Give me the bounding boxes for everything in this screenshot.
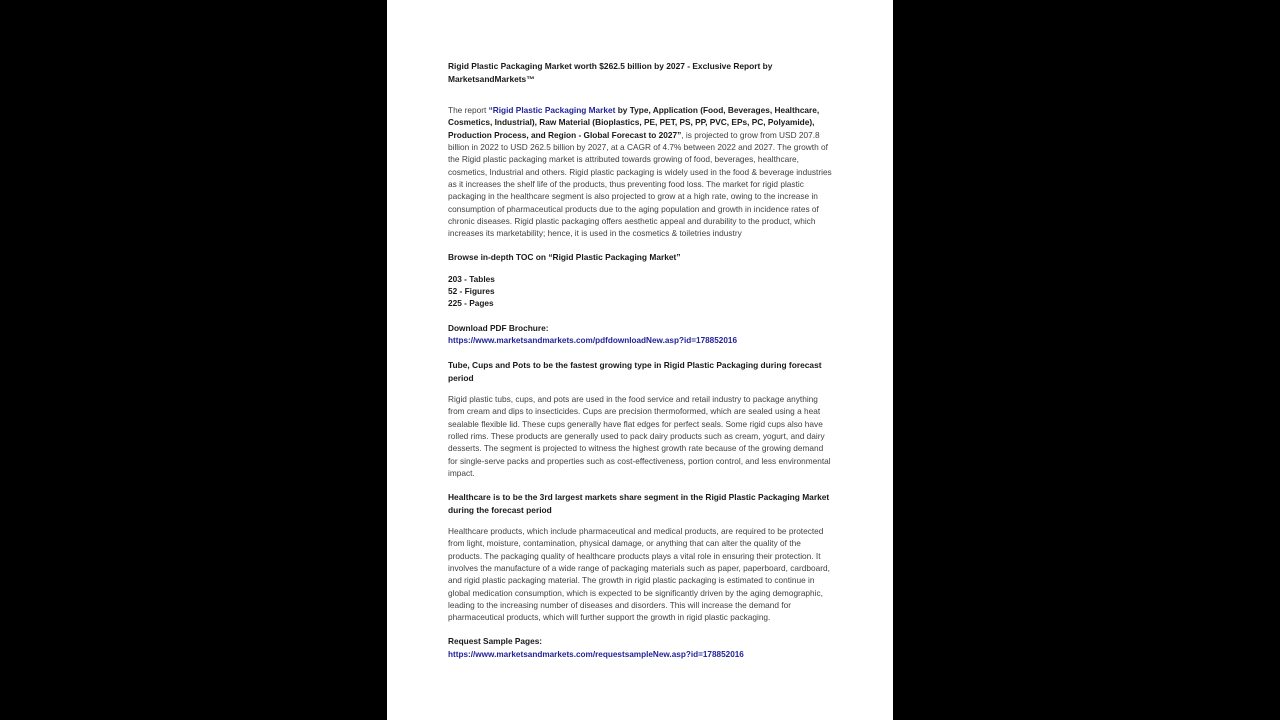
spacer xyxy=(448,264,834,273)
document-page xyxy=(387,0,893,720)
browse-toc-heading: Browse in-depth TOC on “Rigid Plastic Packaging Market” xyxy=(448,252,681,263)
spacer xyxy=(448,239,834,251)
intro-lead-prefix: The report xyxy=(448,105,489,116)
download-brochure-label: Download PDF Brochure: xyxy=(448,322,549,333)
spacer xyxy=(448,479,834,491)
download-brochure-url-row xyxy=(448,334,834,347)
request-sample-label: Request Sample Pages: xyxy=(448,636,543,647)
download-brochure-link[interactable]: https://www.marketsandmarkets.com/pdfdownloadNew.asp?id=178852016 xyxy=(448,336,738,346)
intro-bold-continuation: by Type, Application (Food, Beverages, Healthcare, Cosmetics, Industrial), Raw Material (Bioplastics, PE, PET, PS, PP, PVC, EPs, PC, Polyamide), Production Process, and Region - Global Forecast to 2027” xyxy=(448,105,820,140)
rigid-plastic-packaging-market-link[interactable]: “Rigid Plastic Packaging Market xyxy=(488,105,616,116)
stat-pages: 225 - Pages xyxy=(448,298,494,309)
page-title-line-2: MarketsandMarkets™ xyxy=(448,73,535,84)
request-sample-link[interactable]: https://www.marketsandmarkets.com/requestsampleNew.asp?id=178852016 xyxy=(448,649,744,659)
spacer xyxy=(448,384,834,393)
tube-cups-pots-paragraph: Rigid plastic tubs, cups, and pots are used in the food service and retail industry to package anything from cream and dips to insecticides. Cups are precision thermoformed, which are sealed using a heat sealable flexible lid. These cups generally have flat edges for perfect seals. Some rigid cups also have rolled rims. These products are generally used to pack dairy products such as cream, yogurt, and dairy desserts. The segment is projected to witness the highest growth rate because of the growing demand for single-serve packs and properties such as cost-effectiveness, portion control, and less environmental impact. xyxy=(448,394,831,478)
spacer xyxy=(448,85,834,104)
tube-cups-pots-heading: Tube, Cups and Pots to be the fastest growing type in Rigid Plastic Packaging during forecast period xyxy=(448,360,822,383)
stat-tables: 203 - Tables xyxy=(448,273,495,284)
intro-paragraph xyxy=(448,104,834,239)
healthcare-segment-heading: Healthcare is to be the 3rd largest markets share segment in the Rigid Plastic Packaging Market during the forecast period xyxy=(448,492,830,515)
request-sample-url-row xyxy=(448,648,834,661)
page-title xyxy=(448,60,834,85)
spacer xyxy=(448,347,834,359)
page-title-line-1: Rigid Plastic Packaging Market worth $262.5 billion by 2027 - Exclusive Report by xyxy=(448,61,773,71)
intro-body-text: , is projected to grow from USD 207.8 billion in 2022 to USD 262.5 billion by 2027, at a CAGR of 4.7% between 2022 and 2027. The growth of the Rigid plastic packaging market is attributed towards growing of food, beverages, healthcare, cosmetics, Industrial and others. Rigid plastic packaging is widely used in the food & beverage industries as it increases the shelf life of the products, thus preventing food loss. The market for rigid plastic packaging in the healthcare segment is also projected to grow at a high rate, owing to the increase in consumption of pharmaceutical products due to the aging population and growth in incidence rates of chronic diseases. Rigid plastic packaging offers aesthetic appeal and durability to the product, which increases its marketability; hence, it is used in the cosmetics & toiletries industry xyxy=(448,129,832,239)
spacer xyxy=(448,516,834,525)
spacer xyxy=(448,623,834,635)
document-content xyxy=(448,60,834,661)
spacer xyxy=(448,310,834,322)
stat-figures: 52 - Figures xyxy=(448,286,495,297)
healthcare-segment-paragraph: Healthcare products, which include pharmaceutical and medical products, are required to be protected from light, moisture, contamination, physical damage, or anything that can alter the quality of the products. The packaging quality of healthcare products plays a vital role in ensuring their protection. It involves the manufacture of a wide range of packaging materials such as paper, paperboard, cardboard, and rigid plastic packaging material. The growth in rigid plastic packaging is estimated to continue in global medication consumption, which is expected to be significantly driven by the aging demographic, leading to the increasing number of diseases and disorders. This will increase the demand for pharmaceutical products, which will further support the growth in rigid plastic packaging. xyxy=(448,526,830,623)
